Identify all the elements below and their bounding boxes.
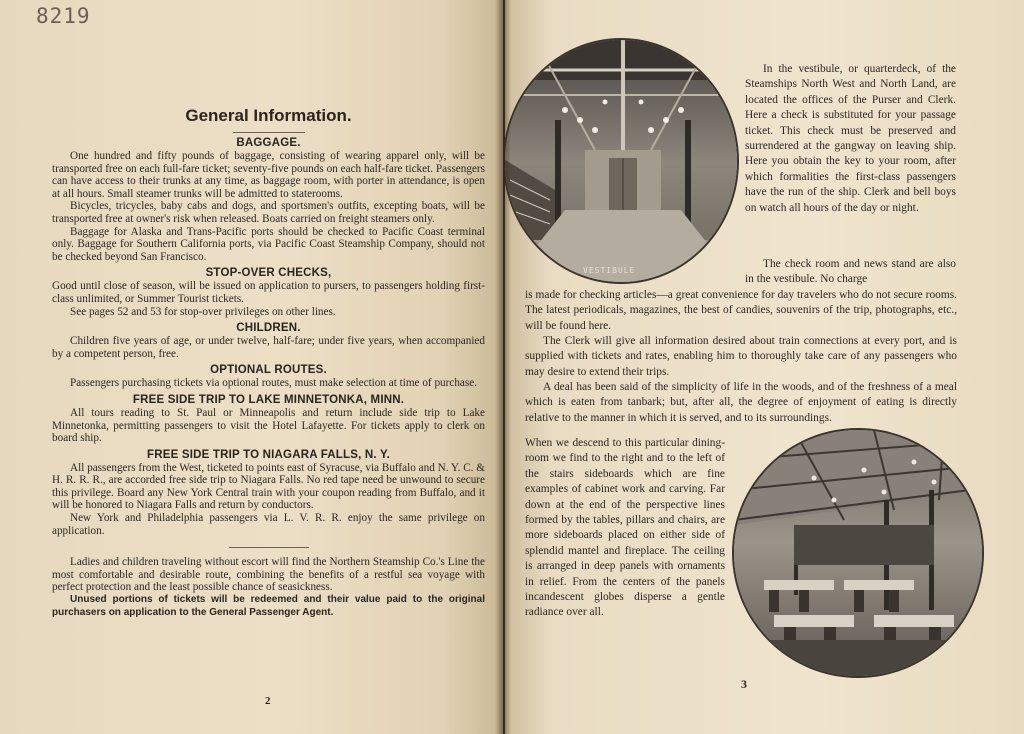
vestibule-caption: VESTIBULE xyxy=(583,266,636,275)
dining-room-para: When we descend to this particular dining-room we find to the right and to the left of the stairs sideboards which are fine examples of cabinet work and carving. Far down at the end of the perspective lines formed by the tables, pillars and chairs, are more sideboards placed on either side of splendid mantel and fireplace. The ceiling is arranged in deep panels with ornaments in relief. From the centers of the panels incandescent globes disperse a gentle radiance over all. xyxy=(525,437,725,619)
left-page xyxy=(0,0,503,734)
vestibule-para: In the vestibule, or quarterdeck, of the Steamships North West and North Land, are located the offices of the Purser and Clerk. Here a check is substituted for your passage ticket. This check must be preserved and surrendered at the gangway on leaving ship. Here you obtain the key to your room, after which formalities the first-class passengers have the run of the ship. Clerk and bell boys on watch all hours of the day or night. xyxy=(745,63,956,214)
stopover-para-1: Good until close of season, will be issued on application to pursers, to passengers holding first-class unlimited, or Summer Tourist tickets. xyxy=(52,280,485,305)
checkroom-para-start: The check room and news stand are also in the vestibule. No charge xyxy=(745,258,956,286)
niagara-para-2: New York and Philadelphia passengers via L. V. R. R. enjoy the same privilege on application. xyxy=(52,512,485,537)
book-gutter xyxy=(495,0,511,734)
catalog-stamp: 8219 xyxy=(36,4,91,28)
baggage-para-3: Baggage for Alaska and Trans-Pacific ports should be checked to Pacific Coast terminal only. Baggage for Southern California ports, via Pacific Coast Steamship Company, should not be checked beyond San Francisco. xyxy=(52,225,485,263)
stopover-para-2: See pages 52 and 53 for stop-over privileges on other lines. xyxy=(70,305,336,318)
optional-routes-heading: OPTIONAL ROUTES. xyxy=(210,364,327,377)
baggage-para-2: Bicycles, tricycles, baby cabs and dogs, and sportsmen's outfits, excepting boats, will be transported free at owner's risk when released. Boats carried on freight steamers only. xyxy=(52,200,485,225)
children-para: Children five years of age, or under twelve, half-fare; under five years, when accompanied by a competent person, free. xyxy=(52,335,485,360)
minnetonka-para: All tours reading to St. Paul or Minneapolis and return include side trip to Lake Minnetonka, permitting passengers to visit the Hotel Lafayette. For tickets apply to clerk on board ship. xyxy=(52,406,485,445)
title-rule xyxy=(233,132,305,133)
ladies-para: Ladies and children traveling without escort will find the Northern Steamship Co.'s Line the most comfortable and desirable route, combining the benefits of a restful sea voyage with perfect protection and the least possible chance of seasickness. xyxy=(52,556,485,594)
dining-room-photo xyxy=(732,428,984,678)
unused-tickets-note: Unused portions of tickets will be redeemed and their value paid to the original purchasers on application to the General Passenger Agent. xyxy=(52,594,485,618)
vestibule-illustration xyxy=(505,40,739,284)
stopover-heading: STOP-OVER CHECKS, xyxy=(205,267,332,280)
page-number-right: 3 xyxy=(741,677,747,691)
page-number-left: 2 xyxy=(265,695,271,707)
optional-routes-para: Passengers purchasing tickets via optional routes, must make selection at time of purchase. xyxy=(70,377,477,390)
baggage-heading: BAGGAGE. xyxy=(236,137,301,149)
baggage-para-1: One hundred and fifty pounds of baggage, consisting of wearing apparel only, will be transported free on each full-fare ticket; seventy-five pounds on each half-fare ticket. Passengers can have access to their trunks at any time, as baggage room, with porter in attendance, is open at all hours. Small steamer trunks will be admitted to staterooms. xyxy=(52,150,485,200)
page-title: General Information. xyxy=(185,106,352,125)
vestibule-photo xyxy=(505,38,739,284)
minnetonka-heading: FREE SIDE TRIP TO LAKE MINNETONKA, MINN. xyxy=(132,393,405,406)
niagara-para-1: All passengers from the West, ticketed to points east of Syracuse, via Buffalo and N. Y. C. & H. R. R. R., are accorded free side trip to Niagara Falls. No red tape need be unwound to secure this privilege. Board any New York Central train with your coupon reading from Buffalo, and it will be honored to Niagara Falls and return by conductors. xyxy=(52,461,485,512)
deal-para: A deal has been said of the simplicity of life in the woods, and of the freshness of a meal which is eaten from tanbark; but, after all, the degree of enjoyment of eating is directly relative to the manner in which it is served, and to its surroundings. xyxy=(525,381,957,424)
clerk-para: The Clerk will give all information desired about train connections at every port, and is supplied with tickets and rates, enabling him to thoroughly take care of any passengers who may desire to extend their trips. xyxy=(525,335,957,378)
niagara-heading: FREE SIDE TRIP TO NIAGARA FALLS, N. Y. xyxy=(147,448,390,461)
right-page xyxy=(505,0,1024,734)
children-heading: CHILDREN. xyxy=(236,322,301,335)
section-divider xyxy=(229,547,309,548)
dining-room-illustration xyxy=(734,430,984,678)
checkroom-para-continued: is made for checking articles—a great convenience for day travelers who do not secure rooms. The latest periodicals, magazines, the best of candies, souvenirs of the trip, photographs, etc., will be found here. xyxy=(525,289,957,332)
